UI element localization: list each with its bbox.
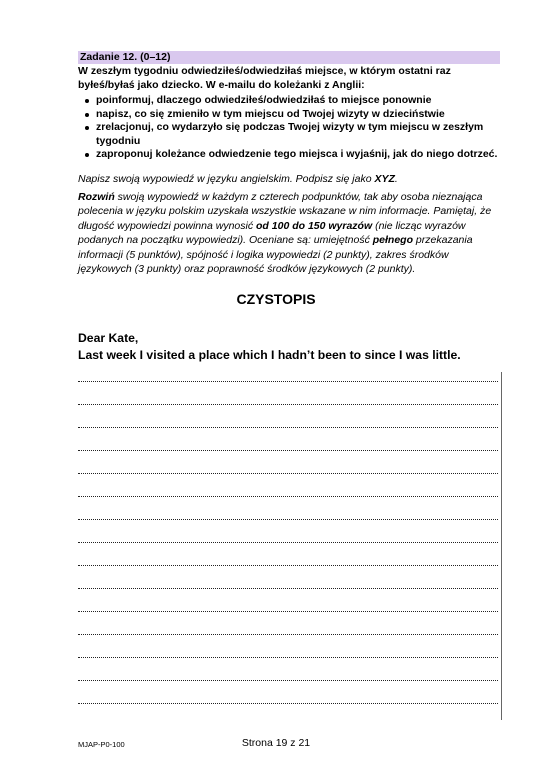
task-header: Zadanie 12. (0–12) [78, 51, 500, 64]
guideline-text: przekazania informacji (5 punktów), spójność i logika wypowiedzi (2 punkty), zakres środków językowych (3 punkty) oraz poprawność środków językowych (2 punkty). [78, 234, 473, 275]
answer-line[interactable] [78, 519, 498, 520]
guideline-text: (nie licząc wyrazów podanych na początku wypowiedzi). Oceniane są: umiejętność [78, 219, 466, 246]
guideline-text: swoją wypowiedź w każdym z czterech podpunktów, tak aby osoba nieznająca polecenia w języku polskim uzyskała wszystkie wskazane w nim informacje. Pamiętaj, że długość wypowiedzi powinna wynosić [78, 190, 492, 232]
answer-area-border [501, 372, 502, 720]
guideline-paragraph-1 [78, 172, 502, 187]
answer-line[interactable] [78, 450, 498, 451]
answer-line[interactable] [78, 611, 498, 612]
guideline-text: . [394, 173, 398, 185]
letter-first-line: Last week I visited a place which I hadn’t been to since I was little. [78, 348, 461, 362]
task-bullet: zrelacjonuj, co wydarzyło się podczas Twojej wizyty w tym miejscu w zeszłym tygodniu [96, 121, 504, 148]
answer-line[interactable] [78, 703, 498, 704]
exam-code: MJAP-P0-100 [78, 740, 125, 749]
letter-greeting: Dear Kate, [78, 331, 139, 345]
answer-line[interactable] [78, 542, 498, 543]
task-intro: W zeszłym tygodniu odwiedziłeś/odwiedziłaś miejsce, w którym ostatni raz byłeś/byłaś jako dziecko. W e-mailu do koleżanki z Anglii: [78, 65, 451, 91]
answer-line[interactable] [78, 381, 498, 382]
task-bullet: zaproponuj koleżance odwiedzenie tego miejsca i wyjaśnij, jak do niego dotrzeć. [96, 148, 504, 162]
answer-line[interactable] [78, 680, 498, 681]
answer-writing-area[interactable] [78, 372, 502, 720]
guideline-emphasis: pełnego [372, 234, 414, 246]
guideline-emphasis: Rozwiń [78, 190, 115, 203]
answer-line[interactable] [78, 427, 498, 428]
guidelines [78, 172, 502, 280]
guideline-paragraph-2 [78, 190, 502, 277]
answer-line[interactable] [78, 473, 498, 474]
guideline-text: Napisz swoją wypowiedź w języku angielskim. Podpisz się jako [78, 173, 375, 185]
task-bullet-list [78, 94, 504, 162]
answer-line[interactable] [78, 496, 498, 497]
page-number: Strona 19 z 21 [241, 737, 311, 749]
answer-line[interactable] [78, 657, 498, 658]
answer-line[interactable] [78, 634, 498, 635]
word-count-range: od 100 do 150 wyrazów [256, 219, 373, 232]
answer-line[interactable] [78, 565, 498, 566]
signature-code: XYZ [374, 173, 395, 185]
task-instructions [78, 65, 504, 162]
task-bullet: napisz, co się zmieniło w tym miejscu od Twojej wizyty w dzieciństwie [96, 108, 504, 122]
task-bullet: poinformuj, dlaczego odwiedziłeś/odwiedziłaś to miejsce ponownie [96, 94, 504, 108]
answer-line[interactable] [78, 404, 498, 405]
letter-opening [78, 330, 518, 364]
answer-line[interactable] [78, 588, 498, 589]
section-title: CZYSTOPIS [236, 291, 316, 307]
